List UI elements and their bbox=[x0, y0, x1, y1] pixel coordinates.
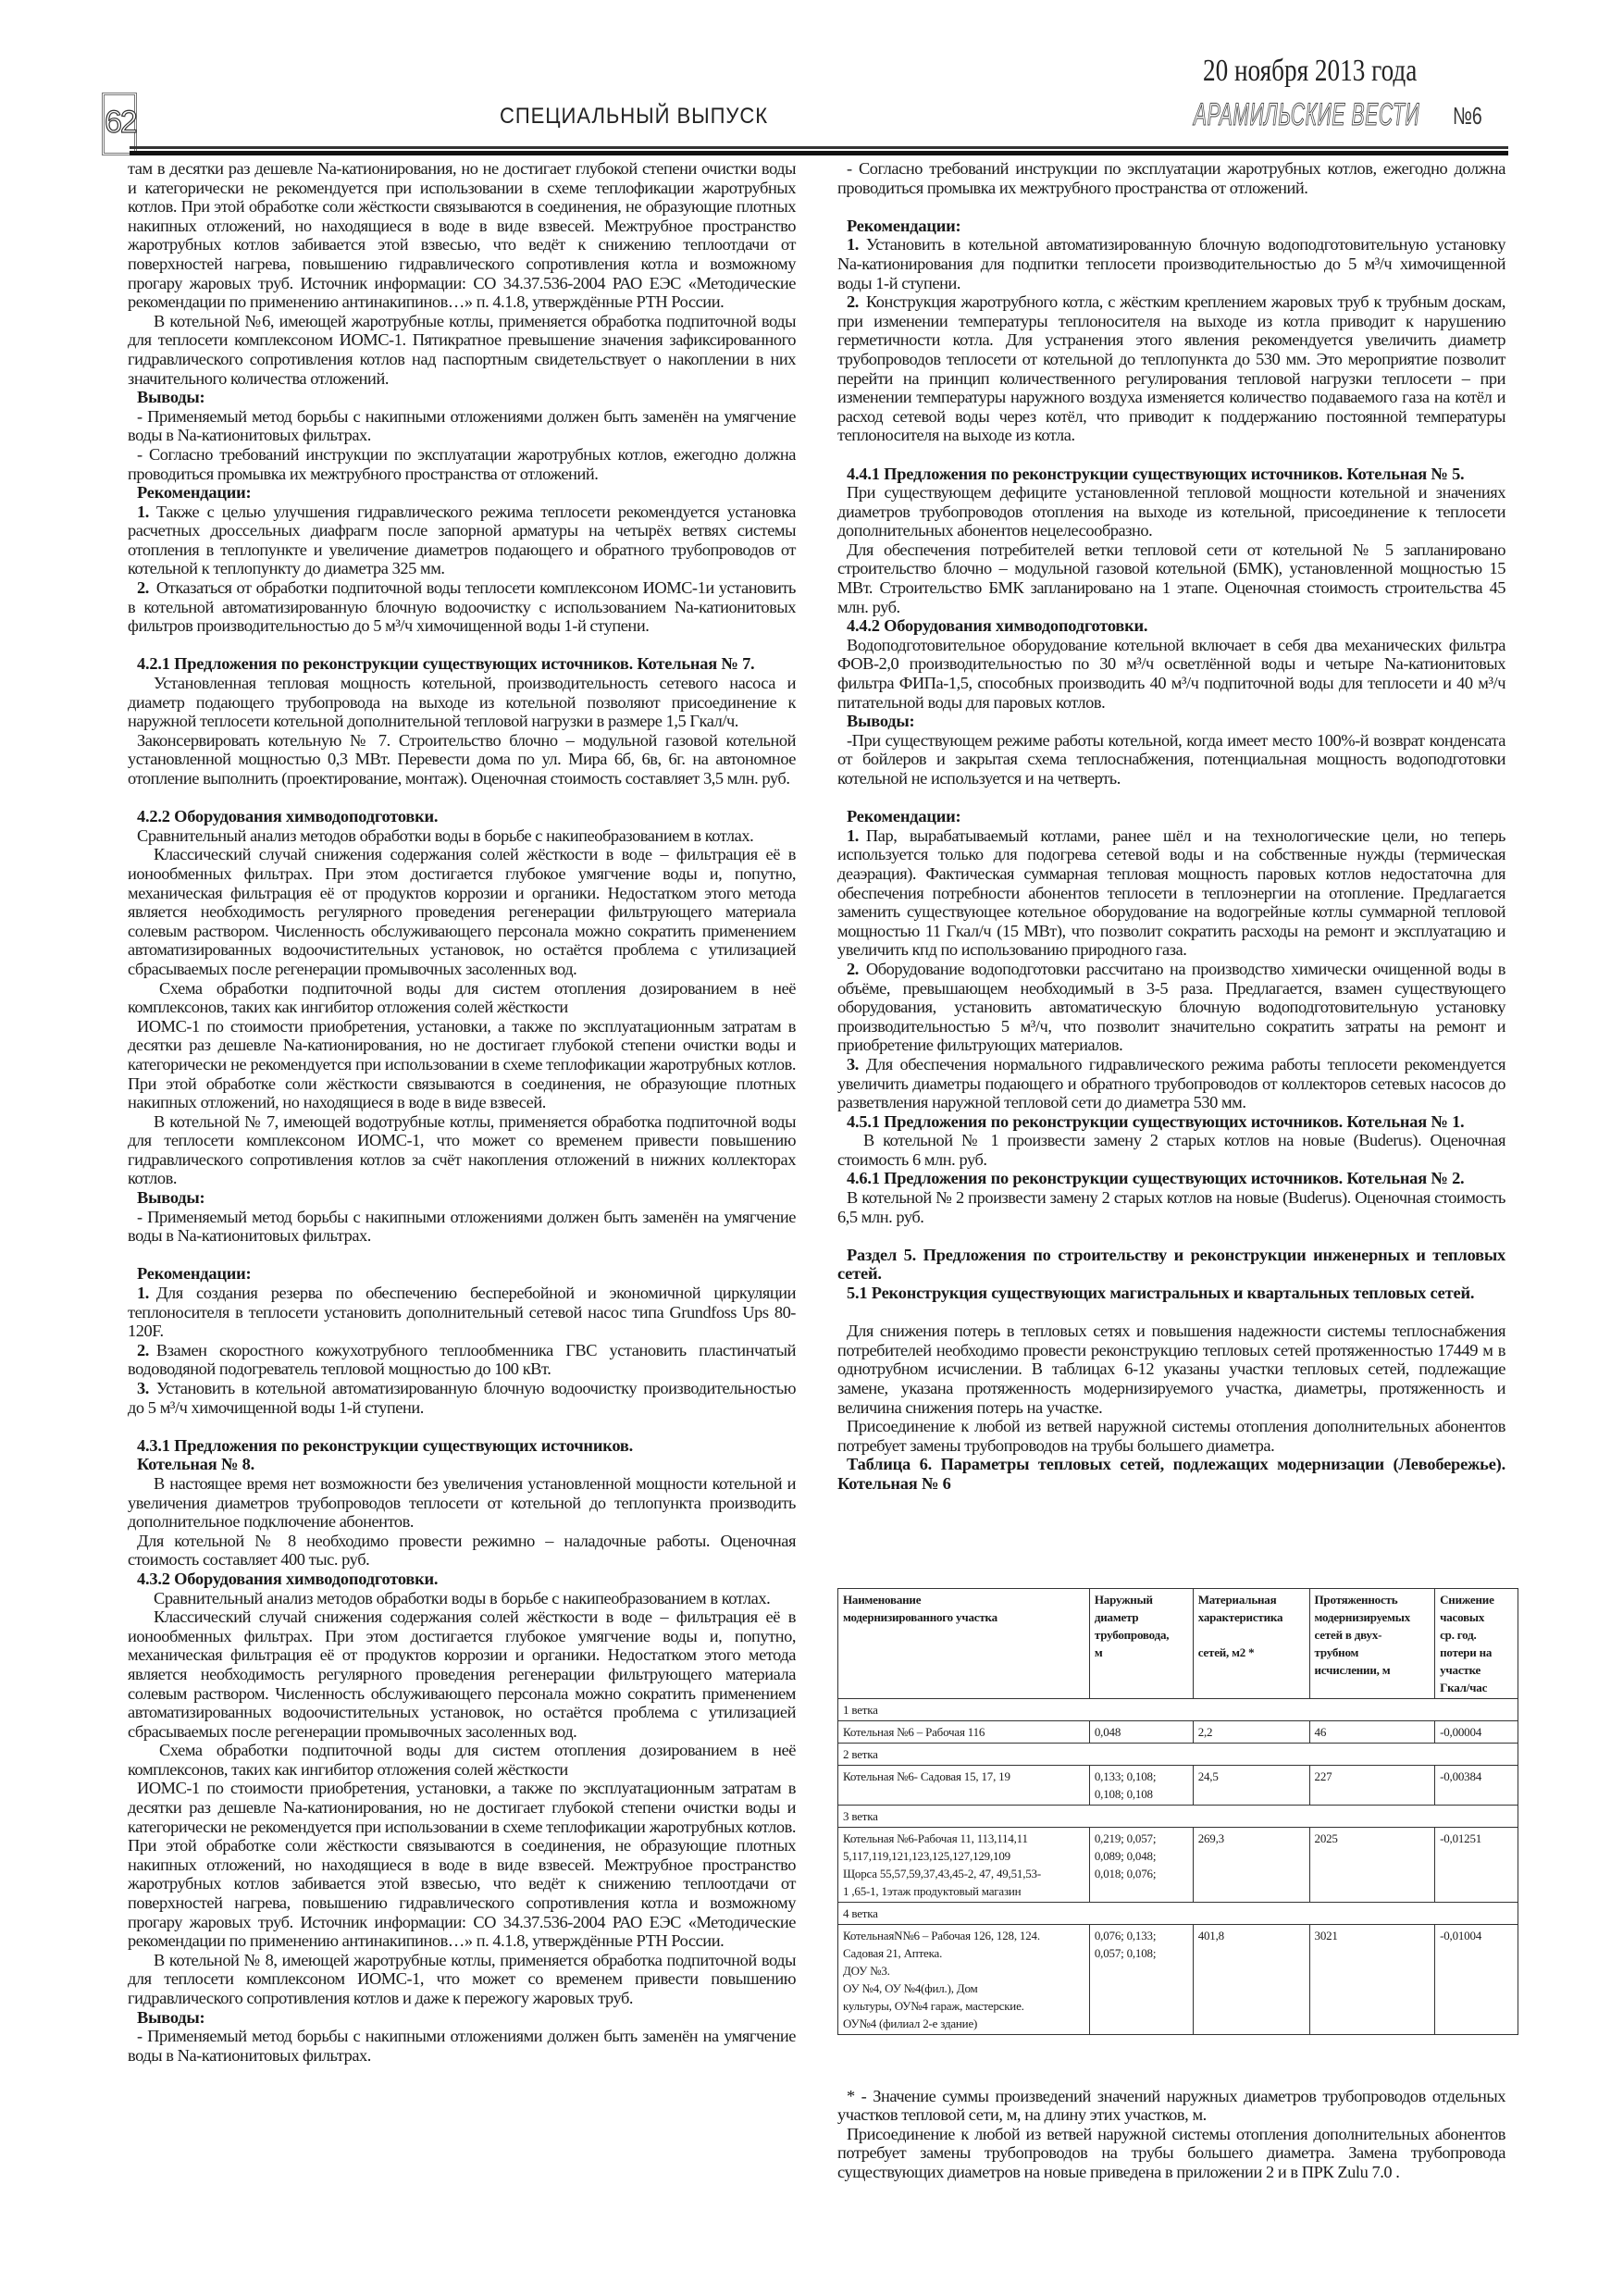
recommendation-item bbox=[128, 1379, 796, 1417]
paragraph: Сравнительный анализ методов обработки воды в борьбе с накипеобразованием в котлах. bbox=[154, 1588, 771, 1607]
item-text: Также с целью улучшения гидравлического режима теплосети рекомендуется установка расчетных дроссельных диафрагм после запорной арматуры на четырёх ветвях системы отопления в теплопункте и увеличение диаметров подающего и обратного трубопроводов от котельной к теплопункту до диаметра 325 мм. bbox=[128, 502, 796, 578]
paragraph: В котельной № 1 произвести замену 2 старых котлов на новые (Buderus). Оценочная стоимость 6 млн. руб. bbox=[837, 1131, 1505, 1169]
column-header: Материальная характеристика сетей, м2 * bbox=[1193, 1588, 1309, 1698]
header-rule-thick bbox=[130, 151, 1508, 155]
recommendation-item bbox=[837, 960, 1505, 1055]
section-heading: 4.2.2 Оборудования химводоподготовки. bbox=[137, 807, 439, 826]
paragraph: ИОМС-1 по стоимости приобретения, установки, а также по эксплуатационным затратам в десятки раз дешевле Na-катионирования, но не достигает глубокой степени очистки воды и категорически не рекомендуется при использовании в схеме теплофикации жаротрубных котлов. При этой обработке соли жёсткости связываются в соединения, не образующие плотных накипных отложений, но находящиеся в воде в виде взвесей. Межтрубное пространство жаротрубных котлов забивается этой взвесью, что ведёт к снижению теплоотдачи от поверхностей нагрева, повышению гидравлического сопротивления котла и возможному прогару жаровых труб. Источник информации: СО 34.37.536-2004 РАО ЕЭС «Методические рекомендации по применению антинакипинов…» п. 4.1.8, утверждённые РТН России. bbox=[128, 1779, 796, 1951]
recommendation-item bbox=[837, 235, 1505, 292]
section-heading: 4.4.2 Оборудования химводоподготовки. bbox=[847, 616, 1148, 636]
table-cell: 2,2 bbox=[1193, 1720, 1309, 1743]
item-number: 2. bbox=[847, 292, 859, 312]
item-number: 3. bbox=[137, 1379, 149, 1397]
paragraph: * - Значение суммы произведений значений наружных диаметров трубопроводов отдельных участков тепловой сети, м, на длину этих участков, м. bbox=[837, 2086, 1505, 2125]
section-heading: Рекомендации: bbox=[847, 216, 961, 235]
table-cell: 401,8 bbox=[1193, 1924, 1309, 2034]
paragraph: В котельной № 8, имеющей жаротрубные котлы, применяется обработка подпиточной воды для теплосети комплексоном ИОМС-1, что может со временем привести повышению гидравлического сопротивления котлов и даже к пережогу жаровых труб. bbox=[128, 1950, 796, 2007]
table-cell: -0,00004 bbox=[1435, 1720, 1518, 1743]
paragraph: Классический случай снижения содержания солей жёсткости в воде – фильтрация её в ионообменных фильтрах. При этом достигается глубокое умягчение воды и, попутно, механическая фильтрация её от продуктов коррозии и органики. Недостатком этого метода является необходимость регулярного проведения регенерации фильтрующего материала солевым раствором. Численность обслуживающего персонала можно сократить применением автоматизированных водоочистительных установок, но остаётся проблема с утилизацией сбрасываемых после регенерации промывочных засоленных вод. bbox=[128, 845, 796, 978]
branch-label: 4 ветка bbox=[838, 1902, 1518, 1924]
newspaper-logo: АРАМИЛЬСКИЕ ВЕСТИ bbox=[1194, 97, 1420, 132]
section-heading: Рекомендации: bbox=[137, 1264, 252, 1284]
item-number: 1. bbox=[137, 502, 149, 521]
recommendation-item bbox=[128, 1284, 796, 1341]
paragraph: В котельной № 2 произвести замену 2 старых котлов на новые (Buderus). Оценочная стоимость 6,5 млн. руб. bbox=[837, 1188, 1505, 1226]
table-footnote bbox=[837, 2087, 1505, 2182]
section-heading: Раздел 5. Предложения по строительству и реконструкции инженерных и тепловых сетей. bbox=[837, 1245, 1505, 1284]
branch-label: 2 ветка bbox=[838, 1743, 1518, 1765]
table-cell: Котельная №6-Рабочая 11, 113,114,11 5,117,119,121,123,125,127,129,109 Щорса 55,57,59,37,43,45-2, 47, 49,51,53- 1 ,65-1, 1этаж продуктовый магазин bbox=[838, 1827, 1090, 1902]
paragraph: - Согласно требований инструкции по эксплуатации жаротрубных котлов, ежегодно должна проводиться промывка их межтрубного пространства от отложений. bbox=[128, 444, 796, 483]
item-number: 2. bbox=[137, 1340, 149, 1359]
section-heading: 5.1 Реконструкция существующих магистральных и квартальных тепловых сетей. bbox=[847, 1284, 1475, 1303]
item-number: 1. bbox=[137, 1284, 149, 1303]
table-cell: 24,5 bbox=[1193, 1765, 1309, 1805]
item-text: Для создания резерва по обеспечению бесперебойной и экономичной циркуляции теплоносителя в теплосети установить дополнительный сетевой насос типа Grundfoss Ups 80-120F. bbox=[128, 1284, 796, 1341]
table-row bbox=[838, 1924, 1518, 2034]
table-cell: 0,133; 0,108; 0,108; 0,108 bbox=[1089, 1765, 1193, 1805]
item-text: Взамен скоростного кожухотрубного теплообменника ГВС установить пластинчатый водоводяной подогреватель тепловой мощностью до 100 кВт. bbox=[128, 1340, 796, 1379]
table-row bbox=[838, 1765, 1518, 1805]
table-cell: -0,00384 bbox=[1435, 1765, 1518, 1805]
group-row bbox=[838, 1902, 1518, 1924]
group-row bbox=[838, 1805, 1518, 1827]
paragraph: там в десятки раз дешевле Na-катионирования, но не достигает глубокой степени очистки воды и категорически не рекомендуется при использовании в схеме теплофикации жаротрубных котлов. При этой обработке соли жёсткости связываются в соединения, не образующие плотных накипных отложений, но находящиеся в воде в виде взвесей. Межтрубное пространство жаротрубных котлов забивается этой взвесью, что ведёт к снижению теплоотдачи от поверхностей нагрева, повышению гидравлического сопротивления котла и возможному прогару жаровых труб. Источник информации: СО 34.37.536-2004 РАО ЕЭС «Методические рекомендации по применению антинакипинов…» п. 4.1.8, утверждённые РТН России. bbox=[128, 159, 796, 312]
table-row bbox=[838, 1720, 1518, 1743]
table-cell: 0,048 bbox=[1089, 1720, 1193, 1743]
group-row bbox=[838, 1698, 1518, 1720]
recommendation-item bbox=[837, 1055, 1505, 1112]
table-cell: Котельная №6 – Рабочая 116 bbox=[838, 1720, 1090, 1743]
table-cell: 2025 bbox=[1309, 1827, 1435, 1902]
section-heading: Выводы: bbox=[137, 1188, 205, 1208]
section-heading: 4.2.1 Предложения по реконструкции существующих источников. Котельная № 7. bbox=[137, 654, 755, 674]
paragraph: В настоящее время нет возможности без увеличения установленной мощности котельной и увеличения диаметров трубопроводов теплосети от котельной до теплопункта производить дополнительное подключение абонентов. bbox=[128, 1473, 796, 1532]
recommendation-item bbox=[128, 578, 796, 636]
page-number: 62 bbox=[102, 93, 137, 155]
section-heading: Рекомендации: bbox=[847, 807, 961, 826]
issue-number: №6 bbox=[1453, 102, 1482, 130]
section-heading: 4.6.1 Предложения по реконструкции существующих источников. Котельная № 2. bbox=[847, 1169, 1465, 1188]
item-number: 2. bbox=[137, 578, 149, 598]
recommendation-item bbox=[128, 1341, 796, 1379]
section-heading: Выводы: bbox=[847, 712, 915, 731]
paragraph: - Применяемый метод борьбы с накипными отложениями должен быть заменён на умягчение воды в Na-катионитовых фильтрах. bbox=[128, 2027, 796, 2065]
spacer bbox=[837, 1226, 1505, 1246]
paragraph: Для снижения потерь в тепловых сетях и повышения надежности системы теплоснабжения потребителей необходимо провести реконструкцию тепловых сетей протяженностью 17449 м в однотрубном исчислении. В таблицах 6-12 указаны участки тепловых сетей, подлежащие замене, указана протяженность модернизируемого участка, диаметры, протяженность и величина снижения потерь на участке. bbox=[837, 1322, 1505, 1417]
branch-label: 1 ветка bbox=[838, 1698, 1518, 1720]
right-column bbox=[837, 159, 1505, 2182]
paragraph: Законсервировать котельную № 7. Строительство блочно – модульной газовой котельной установленной мощностью 0,3 МВт. Перевести дома по ул. Мира 6б, 6в, 6г. на автономное отопление выполнить (проектирование, монтаж). Оценочная стоимость составляет 3,5 млн. руб. bbox=[128, 730, 796, 788]
item-text: Пар, вырабатываемый котлами, ранее шёл и на технологические цели, но теперь используется только для подогрева сетевой воды и на собственные нужды (термическая деаэрация). Фактическая суммарная тепловая мощность паровых котлов недостаточна для обеспечения потребности абонентов теплосети в теплоэнергии на отопление. Предлагается заменить существующее котельное оборудование на водогрейные котлы суммарной тепловой мощностью 11 Гкал/ч (15 МВт), что позволит сократить расходы на ремонт и эксплуатацию и увеличить кпд по использованию природного газа. bbox=[837, 825, 1505, 960]
item-text: Установить в котельной автоматизированную блочную водоподготовительную установку Na-катионирования для подпитки теплосети производительностью до 5 м³/ч химочищенной воды 1-й ступени. bbox=[837, 235, 1505, 292]
paragraph: -При существующем режиме работы котельной, когда имеет место 100%-й возврат конденсата от бойлеров и закрытая схема теплоснабжения, потенциальная мощность водоподготовки котельной не используется и на четверть. bbox=[837, 730, 1505, 788]
paragraph: Для обеспечения потребителей ветки тепловой сети от котельной № 5 запланировано строительство блочно – модульной газовой котельной (БМК), установленной мощностью 15 МВт. Строительство БМК запланировано на 1 этапе. Оценочная стоимость строительства 45 млн. руб. bbox=[837, 540, 1505, 616]
paragraph: Для котельной № 8 необходимо провести режимно – наладочные работы. Оценочная стоимость составляет 400 тыс. руб. bbox=[128, 1531, 796, 1570]
column-header: Снижение часовых ср. год. потери на участке Гкал/час bbox=[1435, 1588, 1518, 1698]
paragraph: В котельной № 7, имеющей водотрубные котлы, применяется обработка подпиточной воды для теплосети комплексоном ИОМС-1, что может со временем привести повышению гидравлического сопротивления котлов за счёт накопления отложений в нижних коллекторах котлов. bbox=[128, 1111, 796, 1188]
item-number: 1. bbox=[847, 825, 859, 845]
section-title: СПЕЦИАЛЬНЫЙ ВЫПУСК bbox=[500, 104, 768, 129]
table-cell: 46 bbox=[1309, 1720, 1435, 1743]
paragraph: - Применяемый метод борьбы с накипными отложениями должен быть заменён на умягчение воды в Na-катионитовых фильтрах. bbox=[128, 406, 796, 445]
item-number: 1. bbox=[847, 235, 859, 254]
table-cell: -0,01251 bbox=[1435, 1827, 1518, 1902]
column-header: Наружный диаметр трубопровода, м bbox=[1089, 1588, 1193, 1698]
section-heading: Котельная № 8. bbox=[137, 1455, 255, 1474]
spacer bbox=[128, 636, 796, 655]
section-heading: Рекомендации: bbox=[137, 483, 252, 503]
table-cell: 269,3 bbox=[1193, 1827, 1309, 1902]
spacer bbox=[837, 197, 1505, 217]
recommendation-item bbox=[837, 292, 1505, 445]
spacer bbox=[128, 1246, 796, 1265]
spacer bbox=[128, 788, 796, 808]
item-number: 3. bbox=[847, 1054, 859, 1074]
paragraph: Присоединение к любой из ветвей наружной системы отопления дополнительных абонентов потребует замены трубопроводов на трубы большего диаметра. Замена трубопровода существующих диаметров на новые приведена в приложении 2 и в ПРК Zulu 7.0 . bbox=[837, 2124, 1505, 2181]
section-heading: Выводы: bbox=[137, 2007, 205, 2027]
paragraph: Классический случай снижения содержания солей жёсткости в воде – фильтрация её в ионообменных фильтрах. При этом достигается глубокое умягчение воды и, попутно, механическая фильтрация её от продуктов коррозии и органики. Недостатком этого метода является необходимость регулярного проведения регенерации фильтрующего материала солевым раствором. Численность обслуживающего персонала можно сократить применением автоматизированных водоочистительных установок, но остаётся проблема с утилизацией сбрасываемых после регенерации промывочных засоленных вод. bbox=[128, 1607, 796, 1741]
section-heading: Выводы: bbox=[137, 388, 205, 407]
header-rule bbox=[130, 146, 1508, 149]
branch-label: 3 ветка bbox=[838, 1805, 1518, 1827]
table-cell: КотельнаяN№6 – Рабочая 126, 128, 124. Садовая 21, Аптека. ДОУ №3. ОУ №4, ОУ №4(фил.), Дом культуры, ОУ№4 гараж, мастерские. ОУ№4 (филиал 2-е здание) bbox=[838, 1924, 1090, 2034]
section-heading: 4.5.1 Предложения по реконструкции существующих источников. Котельная № 1. bbox=[847, 1111, 1465, 1131]
paragraph: ИОМС-1 по стоимости приобретения, установки, а также по эксплуатационным затратам в десятки раз дешевле Na-катионирования, но не достигает глубокой степени очистки воды и категорически не рекомендуется при использовании в схеме теплофикации жаротрубных котлов. При этой обработке соли жёсткости связываются в соединения, не образующие плотных накипных отложений, но находящиеся в воде в виде взвесей. bbox=[128, 1016, 796, 1112]
spacer bbox=[128, 1417, 796, 1436]
item-text: Для обеспечения нормального гидравлического режима работы теплосети рекомендуется увеличить диаметры подающего и обратного трубопроводов от коллекторов сетевых насосов до разветвления наружной тепловой сети до диаметра 530 мм. bbox=[837, 1054, 1505, 1112]
item-text: Конструкция жаротрубного котла, с жёстким креплением жаровых труб к трубным доскам, при изменении температуры теплоносителя на выходе из котла приводит к нарушению герметичности котла. Для устранения этого явления рекомендуется увеличить диаметр трубопроводов теплосети от котельной до теплопункта до 530 мм. Это мероприятие позволит перейти на принцип количественного регулирования тепловой нагрузки теплосети – при изменении температуры наружного воздуха изменяется количество подаваемого газа на котёл и расход сетевой воды через котёл, что приводит к поддержанию постоянной температуры теплоносителя на выходе из котла. bbox=[837, 292, 1505, 445]
paragraph: - Согласно требований инструкции по эксплуатации жаротрубных котлов, ежегодно должна проводиться промывка их межтрубного пространства от отложений. bbox=[837, 159, 1505, 197]
paragraph: Установленная тепловая мощность котельной, производительность сетевого насоса и диаметр подающего трубопровода на выходе из котельной позволяют присоединение к наружной теплосети котельной дополнительной тепловой нагрузки в размере 1,5 Гкал/ч. bbox=[128, 674, 796, 731]
paragraph: Сравнительный анализ методов обработки воды в борьбе с накипеобразованием в котлах. bbox=[137, 825, 754, 845]
issue-date: 20 ноября 2013 года bbox=[1203, 54, 1418, 88]
paragraph: - Применяемый метод борьбы с накипными отложениями должен быть заменён на умягчение воды в Na-катионитовых фильтрах. bbox=[128, 1207, 796, 1246]
column-header: Протяженность модернизируемых сетей в двух- трубном исчислении, м bbox=[1309, 1588, 1435, 1698]
paragraph: Присоединение к любой из ветвей наружной системы отопления дополнительных абонентов потребует замены трубопроводов на трубы большего диаметра. bbox=[837, 1417, 1505, 1455]
section-heading: 4.3.2 Оборудования химводоподготовки. bbox=[137, 1569, 439, 1588]
item-number: 2. bbox=[847, 959, 859, 978]
table-row bbox=[838, 1827, 1518, 1902]
table-cell: 3021 bbox=[1309, 1924, 1435, 2034]
table-cell: Котельная №6- Садовая 15, 17, 19 bbox=[838, 1765, 1090, 1805]
recommendation-item bbox=[837, 826, 1505, 960]
section-heading: 4.3.1 Предложения по реконструкции существующих источников. bbox=[137, 1435, 634, 1455]
group-row bbox=[838, 1743, 1518, 1765]
section-heading: 4.4.1 Предложения по реконструкции существующих источников. Котельная № 5. bbox=[847, 464, 1465, 483]
table-cell: 0,076; 0,133; 0,057; 0,108; bbox=[1089, 1924, 1193, 2034]
paragraph: При существующем дефиците установленной тепловой мощности котельной и значениях диаметров трубопроводов отопления на выходе из котельной, присоединение к теплосети дополнительных абонентов нецелесообразно. bbox=[837, 483, 1505, 540]
table-cell: 0,219; 0,057; 0,089; 0,048; 0,018; 0,076; bbox=[1089, 1827, 1193, 1902]
column-header: Наименование модернизированного участка bbox=[838, 1588, 1090, 1698]
table-cell: -0,01004 bbox=[1435, 1924, 1518, 2034]
paragraph: Схема обработки подпиточной воды для систем отопления дозированием в неё комплексонов, таких как ингибитор отложения солей жёсткости bbox=[128, 1741, 796, 1779]
paragraph: В котельной №6, имеющей жаротрубные котлы, применяется обработка подпиточной воды для теплосети комплексоном ИОМС-1. Пятикратное превышение значения зафиксированного гидравлического сопротивления котлов над паспортным свидетельствует о накоплении в них значительного количества отложений. bbox=[128, 311, 796, 388]
left-column bbox=[128, 159, 796, 2065]
item-text: Отказаться от обработки подпиточной воды теплосети комплексоном ИОМС-1и установить в котельной автоматизированную блочную водоочистку с использованием Na-катионитовых фильтров производительностью до 5 м³/ч химочищенной воды 1-й ступени. bbox=[128, 578, 796, 636]
item-text: Оборудование водоподготовки рассчитано на производство химически очищенной воды в объёме, превышающем необходимый в 3-5 раза. Предлагается, взамен существующего оборудования, установить автоматическую блочную водоподготовительную установку производительностью 5 м³/ч, что позволит значительно сократить затраты на ремонт и приобретение фильтрующих материалов. bbox=[837, 959, 1505, 1055]
spacer bbox=[837, 788, 1505, 808]
heat-network-table bbox=[837, 1588, 1518, 2035]
recommendation-item bbox=[128, 503, 796, 578]
item-text: Установить в котельной автоматизированную блочную водоочистку производительностью до 5 м³/ч химочищенной воды 1-й ступени. bbox=[128, 1379, 796, 1417]
spacer bbox=[837, 445, 1505, 465]
section-heading: Таблица 6. Параметры тепловых сетей, подлежащих модернизации (Левобережье). Котельная № 6 bbox=[837, 1455, 1505, 1493]
spacer bbox=[837, 1303, 1505, 1322]
paragraph: Водоподготовительное оборудование котельной включает в себя два механических фильтра ФОВ-2,0 производительностью по 30 м³/ч осветлённой воды и четыре Na-катионитовых фильтра ФИПа-1,5, способных производить 40 м³/ч подпиточной воды для теплосети и 40 м³/ч питательной воды для паровых котлов. bbox=[837, 635, 1505, 712]
paragraph: Схема обработки подпиточной воды для систем отопления дозированием в неё комплексонов, таких как ингибитор отложения солей жёсткости bbox=[128, 978, 796, 1017]
table-cell: 227 bbox=[1309, 1765, 1435, 1805]
